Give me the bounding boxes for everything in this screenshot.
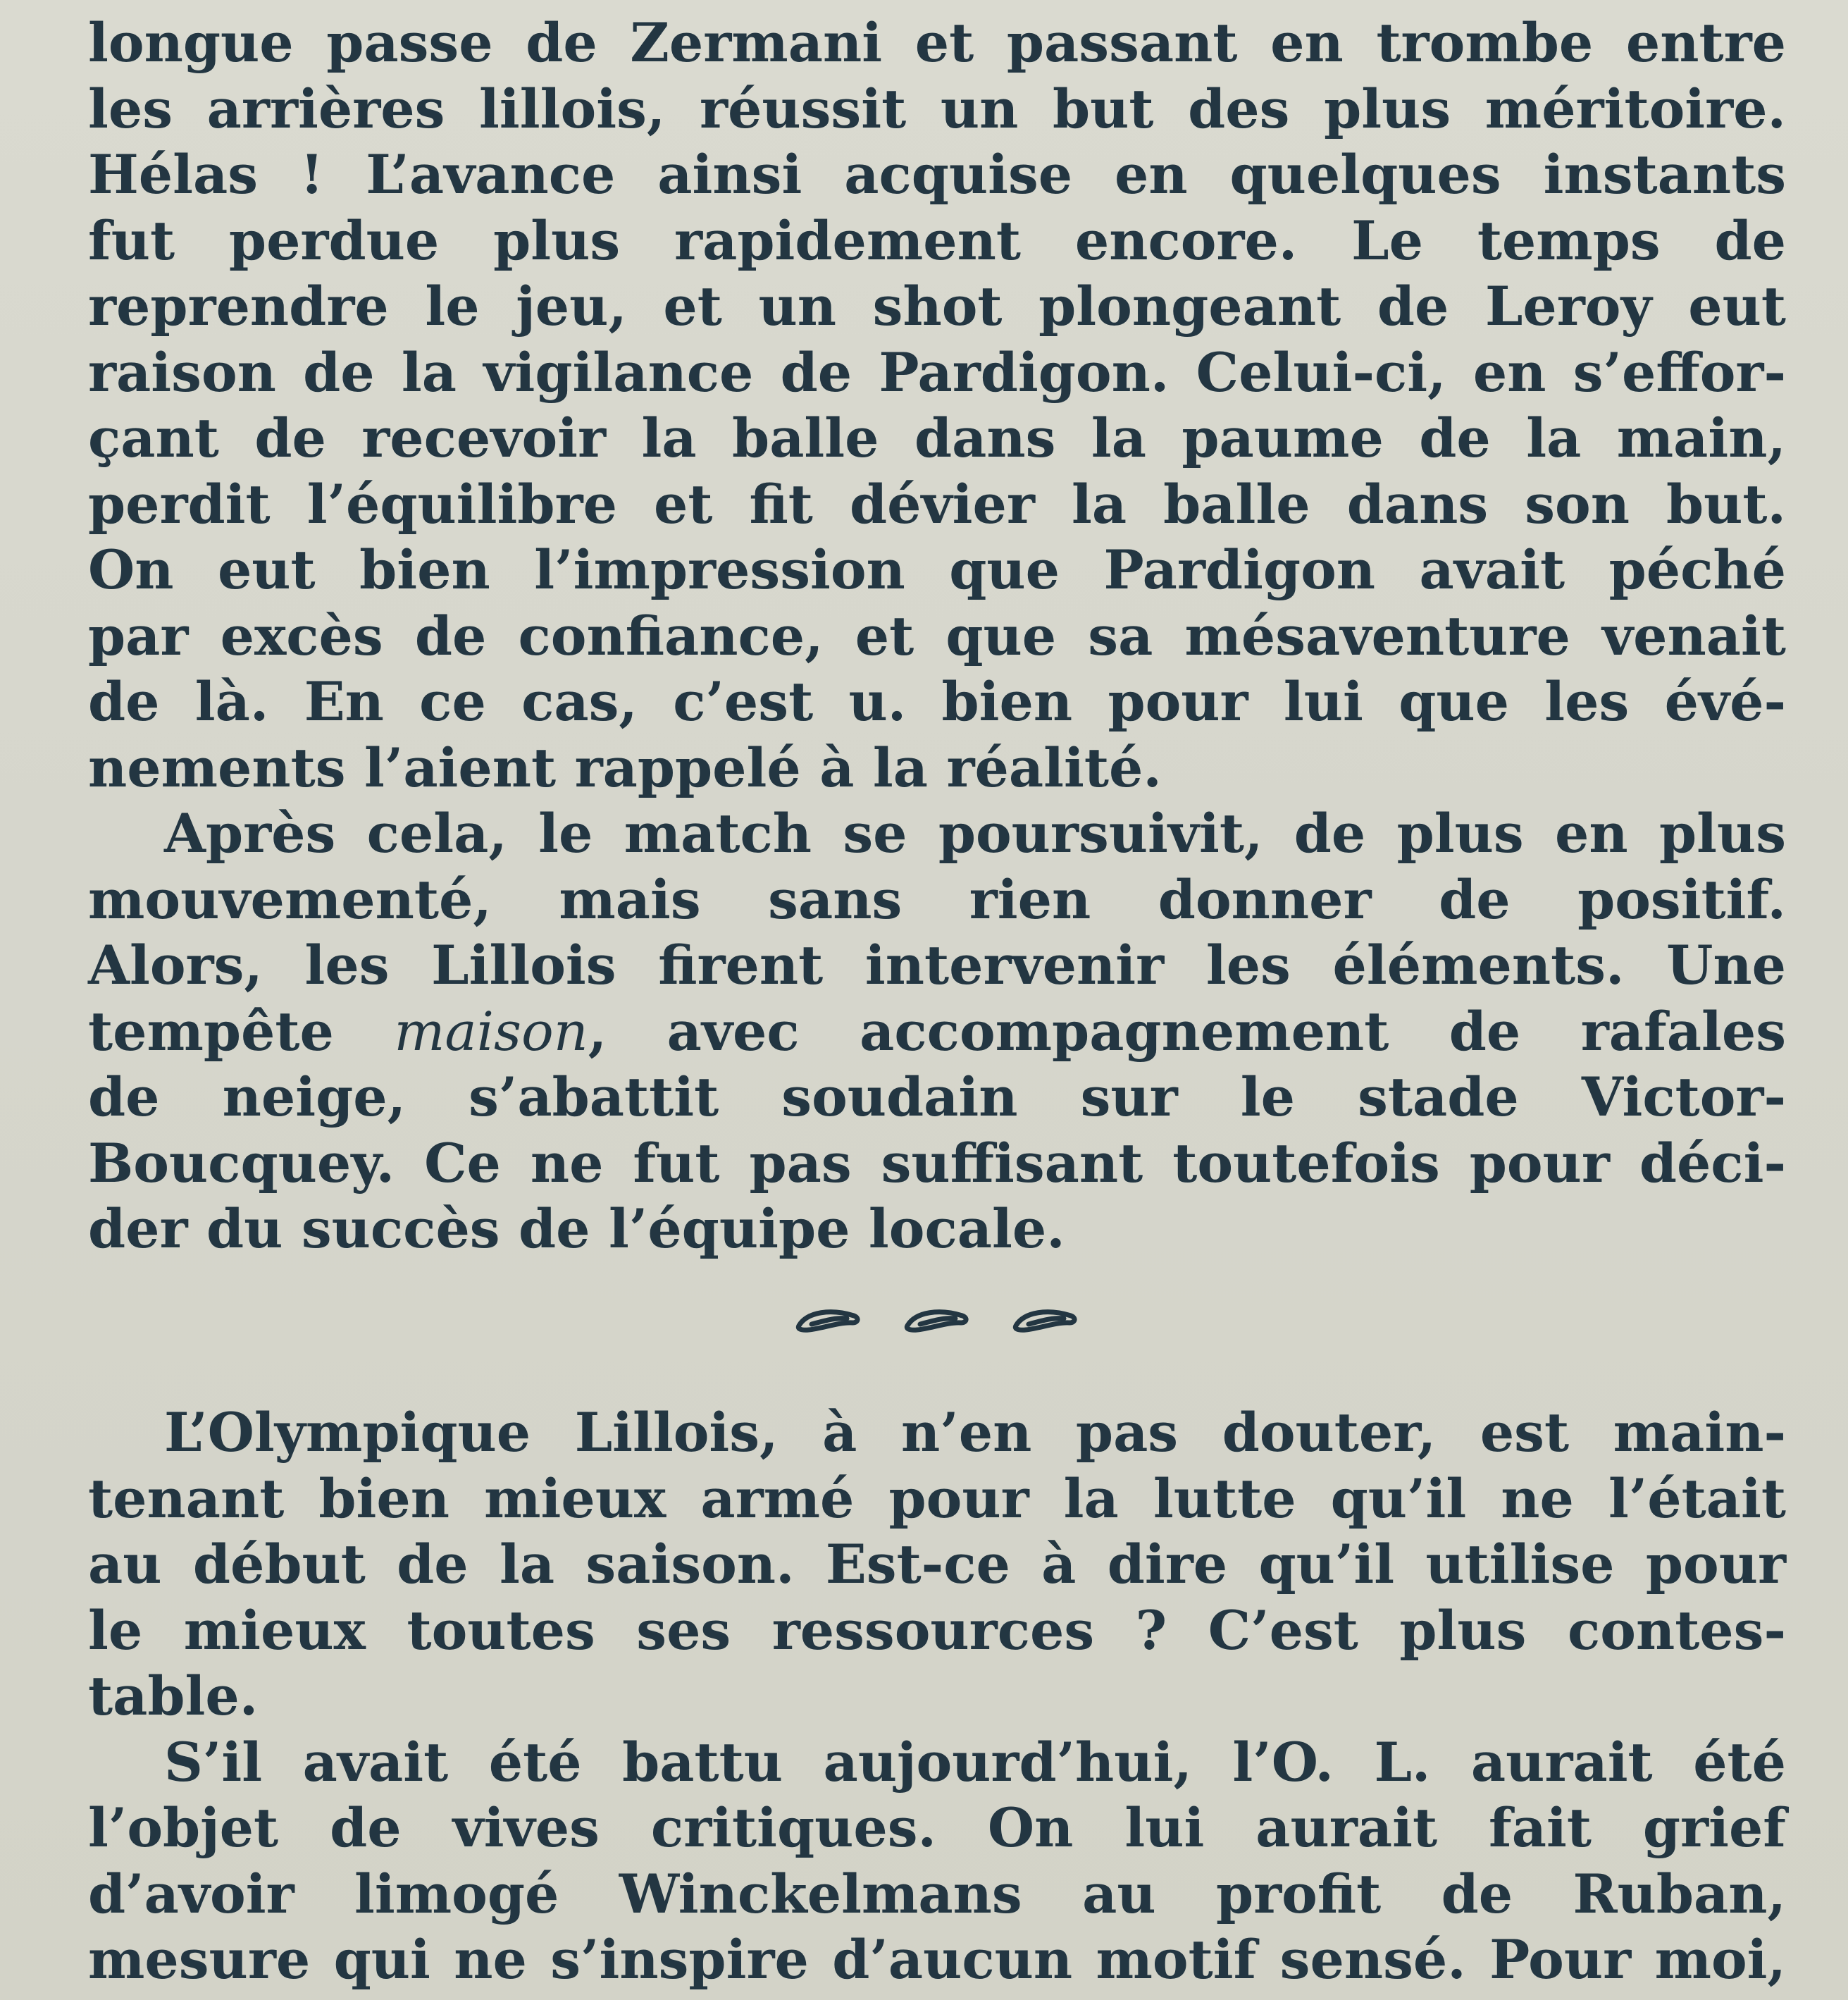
text-line: çant de recevoir la balle dans la paume de la main,: [88, 407, 1786, 469]
text-fragment: , avec accompagnement de rafales: [588, 999, 1786, 1063]
text-line: [88, 999, 1786, 1065]
text-line: reprendre le jeu, et un shot plongeant de Leroy eut: [88, 275, 1786, 338]
text-line: les arrières lillois, réussit un but des plus méritoire.: [88, 77, 1786, 140]
text-line: fut perdue plus rapidement encore. Le temps de: [88, 209, 1786, 272]
text-fragment: tempête: [88, 999, 395, 1063]
text-line: par excès de confiance, et que sa mésaventure venait: [88, 604, 1786, 667]
text-line: mesure qui ne s’inspire d’aucun motif sensé. Pour moi,: [88, 1928, 1786, 1991]
text-line: de là. En ce cas, c’est u. bien pour lui que les évé-: [88, 670, 1786, 733]
text-column: [88, 10, 1786, 1993]
text-line: On eut bien l’impression que Pardigon avait péché: [88, 538, 1786, 601]
paragraph-4: [88, 1729, 1786, 1993]
ornament-swirl-icon: [903, 1307, 971, 1335]
text-line: au début de la saison. Est-ce à dire qu’il utilise pour: [88, 1533, 1786, 1595]
text-line: table.: [88, 1665, 259, 1727]
text-line: S’il avait été battu aujourd’hui, l’O. L. aurait été: [164, 1730, 1786, 1794]
text-line: mouvementé, mais sans rien donner de positif.: [88, 868, 1786, 931]
text-line: longue passe de Zermani et passant en trombe entre: [88, 11, 1786, 74]
section-ornament: [88, 1289, 1786, 1355]
text-line: L’Olympique Lillois, à n’en pas douter, est main-: [164, 1401, 1786, 1464]
text-line: perdit l’équilibre et fit dévier la balle dans son but.: [88, 472, 1786, 536]
ornament-swirl-icon: [795, 1307, 862, 1335]
paragraph-2: [88, 801, 1786, 1262]
italic-word: maison: [394, 999, 588, 1063]
ornament-swirl-icon: [1012, 1307, 1079, 1335]
text-line: Boucquey. Ce ne fut pas suffisant toutefois pour déci-: [88, 1131, 1786, 1195]
text-line: Après cela, le match se poursuivit, de plus en plus: [164, 802, 1786, 865]
text-line: l’objet de vives critiques. On lui aurait fait grief: [88, 1796, 1786, 1859]
paragraph-3: [88, 1400, 1786, 1729]
text-line: le mieux toutes ses ressources ? C’est plus contes-: [88, 1598, 1786, 1662]
text-line: Alors, les Lillois firent intervenir les éléments. Une: [88, 934, 1786, 996]
text-line: nements l’aient rappelé à la réalité.: [88, 736, 1162, 799]
text-line: de neige, s’abattit soudain sur le stade Victor-: [88, 1066, 1786, 1128]
text-line: d’avoir limogé Winckelmans au profit de Ruban,: [88, 1862, 1786, 1925]
text-line: tenant bien mieux armé pour la lutte qu’il ne l’était: [88, 1467, 1786, 1530]
text-line: der du succès de l’équipe locale.: [88, 1197, 1065, 1260]
paragraph-1: [88, 10, 1786, 801]
text-line: raison de la vigilance de Pardigon. Celui-ci, en s’effor-: [88, 340, 1786, 404]
text-line: Hélas ! L’avance ainsi acquise en quelques instants: [88, 143, 1786, 206]
